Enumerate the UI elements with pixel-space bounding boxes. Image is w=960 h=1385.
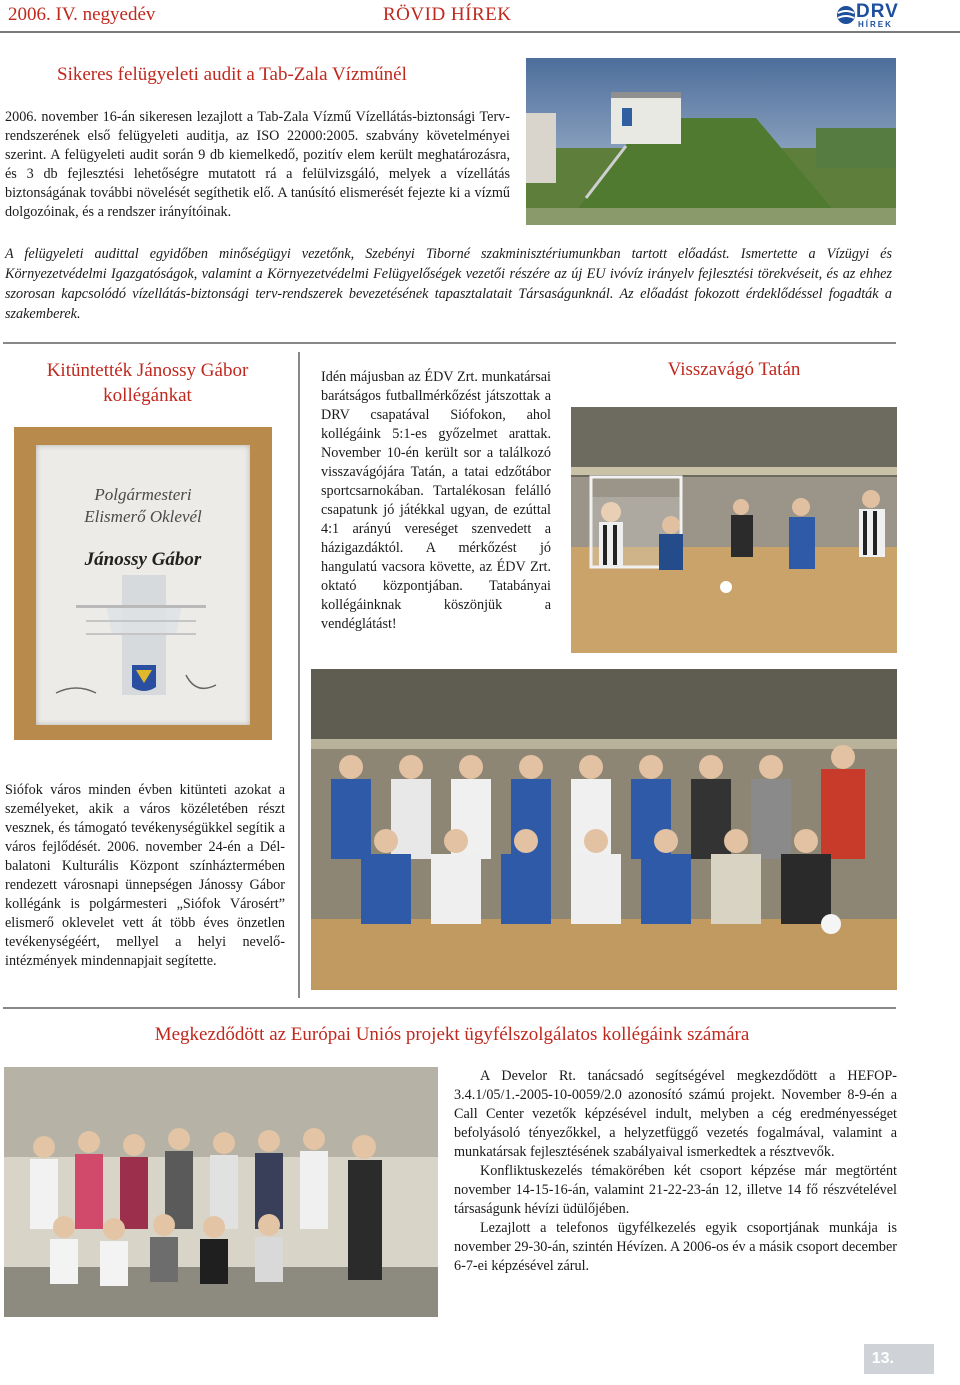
- issue-label: 2006. IV. negyedév: [8, 4, 156, 25]
- certificate-line2: Elismerő Oklevél: [84, 507, 202, 526]
- article2-title: [5, 358, 290, 408]
- logo-subtext: HÍREK: [858, 20, 893, 29]
- column-divider: [298, 352, 300, 998]
- article1-italic-paragraph: A felügyeleti audittal egyidőben minőségügyi vezetőnk, Szebényi Tiborné szakminisztériumunkban tartott előadást. Ismertette a Vízügyi és Környezetvédelmi Igazgatóságok, valamint a Környezetvédelmi Felügyelőségek vezetői részére az új EU ivóvíz irányelv fejlesztési törekvéseit, és az ehhez szorosan kapcsolódó vízellátás-biztonsági terv-rendszerek bevezetésének tapasztalatait Társaságunknál. Az előadást fokozott érdeklődéssel fogadták a szakemberek.: [5, 246, 892, 322]
- header-divider: [0, 31, 960, 33]
- page-number-box: [864, 1344, 934, 1374]
- article1-title: Sikeres felügyeleti audit a Tab-Zala Vízműnél: [57, 64, 407, 85]
- article4-paragraph-3: Lezajlott a telefonos ügyfélkezelés egyik csoportjának munkája is november 29-30-án, szintén Hévízen. A 2006-os év a másik csoport december 6-7-ei képzésével zárul.: [454, 1220, 897, 1274]
- section-label: RÖVID HÍREK: [383, 4, 512, 25]
- article2-title-line1: Kitüntették Jánossy Gábor: [46, 360, 249, 381]
- certificate-line1: Polgármesteri: [94, 485, 192, 504]
- drv-logo: [836, 3, 900, 29]
- article4-paragraph-2: Konfliktuskezelés témakörében két csoport képzése már megtörtént november 14-15-16-án, valamint 21-22-23-án 12, illetve 14 fő részvételével társaságunk hévízi üdülőjében.: [454, 1163, 897, 1217]
- certificate-frame: [36, 445, 250, 725]
- article3-title: Visszavágó Tatán: [667, 359, 801, 380]
- article1-paragraph: 2006. november 16-án sikeresen lezajlott a Tab-Zala Vízmű Vízellátás-biztonsági Terv-rendszerének első felügyeleti auditja, az ISO 22000:2005. szabvány követelményei szerint. A felügyeleti audit során 9 db kiemelkedő, pozitív elem került meghatározásra, és 3 db fejlesztési lehetőségre mutatott rá a felülvizsgáló, melyek a vízellátás biztonságának további növelését segíthetik elő. A tanúsító elismerését fejezte ki a vízmű dolgozóinak, és a rendszer irányítóinak.: [5, 109, 510, 220]
- logo-globe-icon: [836, 4, 856, 26]
- water-tower-photo: [526, 58, 896, 225]
- article2-title-line2: kollégánkat: [103, 385, 192, 406]
- logo-text: DRV: [856, 1, 899, 22]
- certificate-photo: [14, 427, 272, 740]
- article2-paragraph: Siófok város minden évben kitünteti azokat a személyeket, akik a város közéletében részt vesznek, és támogató tevékenységükkel segítik a város fejlődését. 2006. november 24-én a Dél-balatoni Kulturális Központ színháztermében rendezett városnapi ünnepségen Jánossy Gábor kollégánk is polgármesteri „Siófok Városért” elismerő oklevelet vett át több éves önzetlen tevékenységéért, mellyel a helyi nevelő-intézmények mindennapjait segítette.: [5, 782, 285, 969]
- article3-paragraph: Idén májusban az ÉDV Zrt. munkatársai barátságos futballmérkőzést játszottak a DRV csapatával Siófokon, ahol kollégáink 5:1-es győzelmet arattak. November 10-én került sor a találkozó visszavágójára Tatán, a tatai edzőtábor sportcsarnokában. Tartalékosan felálló csapatunk jó játékkal ugyan, de ezúttal 4:1 arányú vereséget szenvedett a házigazdáktól. A mérkőzést jó hangulatú vacsora követte, az ÉDV Zrt. oktató központjában. Tatabányai kollégáinknak köszönjük a vendéglátást!: [321, 369, 551, 632]
- team-group-photo: [311, 669, 897, 990]
- article4-text: [454, 1067, 897, 1276]
- section-divider-1: [3, 342, 896, 344]
- certificate-tower-graphic: [36, 575, 250, 725]
- article4-title: Megkezdődött az Európai Uniós projekt ügyfélszolgálatos kollégáink számára: [154, 1024, 750, 1045]
- customer-service-group-photo: [4, 1067, 438, 1317]
- football-match-photo: [571, 407, 897, 653]
- page-number: 13.: [871, 1350, 894, 1367]
- section-divider-2: [3, 1007, 896, 1009]
- certificate-name: Jánossy Gábor: [84, 549, 202, 570]
- article4-paragraph-1: A Develor Rt. tanácsadó segítségével megkezdődött a HEFOP-3.4.1/05/1.-2005-10-0059/2.0 azonosító számú projekt. November 8-9-én a Call Center vezetők képzésével indult, melyben a cég eredményességet befolyásoló tényezőkkel, a helyzetfüggő vezetés fogalmával, valamint a munkatársak fejlesztésének szabályaival ismerkedtek a résztvevők.: [454, 1068, 897, 1160]
